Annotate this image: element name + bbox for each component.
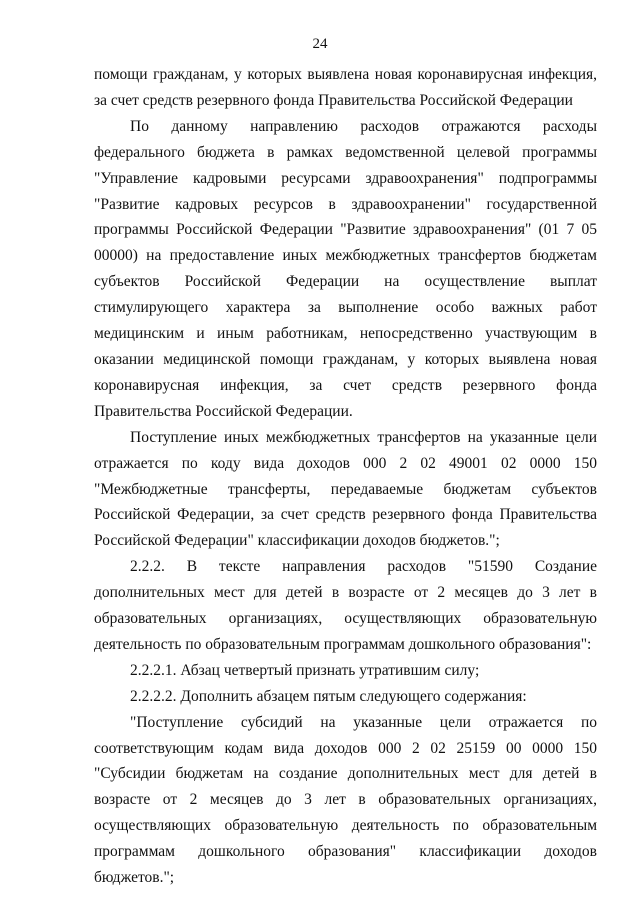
- paragraph-item-2-2-2: 2.2.2. В тексте направления расходов "51590 Создание дополнительных мест для детей в возрасте от 2 месяцев до 3 лет в образовательных организациях, осуществляющих образовательную деятельность по образовательным программам дошкольного образования":: [94, 558, 597, 653]
- paragraph-item-2-2-2-1: 2.2.2.1. Абзац четвертый признать утратившим силу;: [130, 661, 480, 679]
- paragraph-continuation: помощи гражданам, у которых выявлена новая коронавирусная инфекция, за счет средств резервного фонда Правительства Российской Федерации: [94, 66, 597, 109]
- paragraph-item-2-2-2-2: 2.2.2.2. Дополнить абзацем пятым следующего содержания:: [130, 687, 527, 705]
- paragraph-subsidies-income: "Поступление субсидий на указанные цели отражается по соответствующим кодам вида доходов 000 2 02 25159 00 0000 150 "Субсидии бюджетам на создание дополнительных мест для детей в возрасте от 2 месяцев до 3 лет в образовательных организациях, осуществляющих образовательную деятельность по образовательным программам дошкольного образования" классификации доходов бюджетов.";: [94, 713, 597, 887]
- page-number: 24: [312, 36, 328, 52]
- document-body: [94, 62, 597, 891]
- paragraph-transfers-income: Поступление иных межбюджетных трансфертов на указанные цели отражается по коду вида доходов 000 2 02 49001 02 0000 150 "Межбюджетные трансферты, передаваемые бюджетам субъектов Российской Федерации, за счет средств резервного фонда Правительства Российской Федерации" классификации доходов бюджетов.";: [94, 428, 597, 550]
- paragraph-expenses-description: По данному направлению расходов отражаются расходы федерального бюджета в рамках ведомственной целевой программы "Управление кадровыми ресурсами здравоохранения" подпрограммы "Развитие кадровых ресурсов в здравоохранении" государственной программы Российской Федерации "Развитие здравоохранения" (01 7 05 00000) на предоставление иных межбюджетных трансфертов бюджетам субъектов Российской Федерации на осуществление выплат стимулирующего характера за выполнение особо важных работ медицинским и иным работникам, непосредственно участвующим в оказании медицинской помощи гражданам, у которых выявлена новая коронавирусная инфекция, за счет средств резервного фонда Правительства Российской Федерации.: [94, 117, 597, 420]
